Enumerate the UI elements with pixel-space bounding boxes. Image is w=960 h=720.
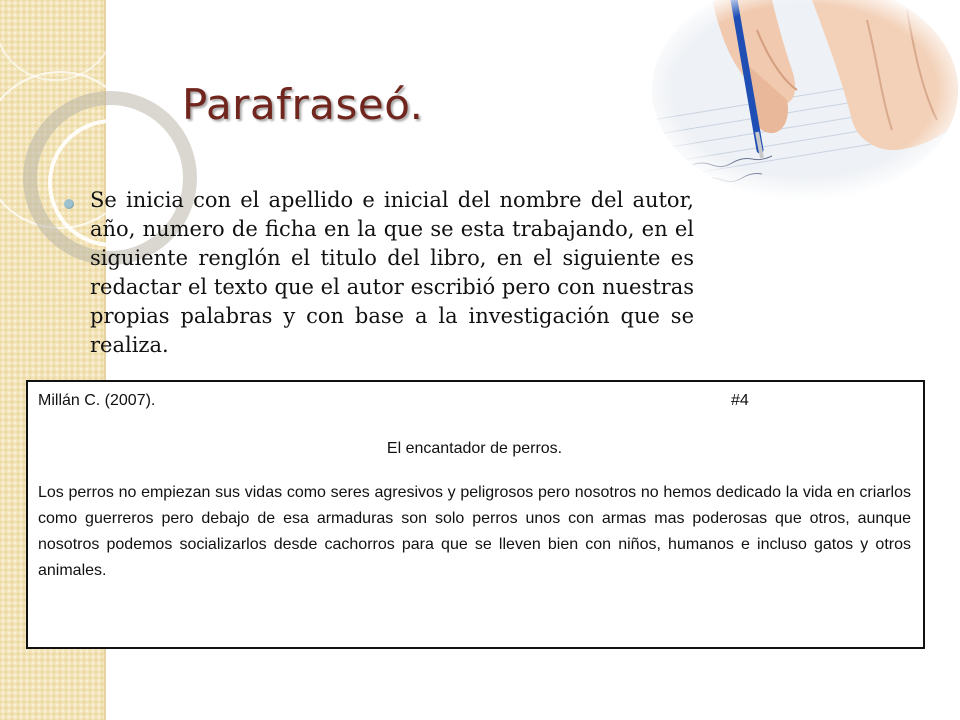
reference-card — [26, 380, 925, 649]
card-author-year: Millán C. (2007). — [38, 392, 156, 409]
card-book-title: El encantador de perros. — [386, 440, 563, 457]
hand-writing-photo — [652, 0, 958, 200]
bullet-icon — [64, 199, 74, 209]
card-header — [38, 392, 911, 414]
bullet-item — [64, 186, 694, 360]
slide-title: Parafraseó. — [182, 80, 424, 129]
card-number: #4 — [731, 392, 749, 409]
bullet-text: Se inicia con el apellido e inicial del nombre del autor, año, numero de ficha en la que se esta trabajando, en el siguiente renglón el titulo del libro, en el siguiente es redactar el texto que el autor escribió pero con nuestras propias palabras y con base a la investigación que se realiza. — [90, 188, 694, 357]
card-paraphrase-text: Los perros no empiezan sus vidas como seres agresivos y peligrosos pero nosotros no hemos dedicado la vida en criarlos como guerreros pero debajo de esa armaduras son solo perros unos con armas mas poderosas que otros, aunque nosotros podemos socializarlos desde cachorros para que se lleven bien con niños, humanos e incluso gatos y otros animales. — [38, 484, 911, 579]
